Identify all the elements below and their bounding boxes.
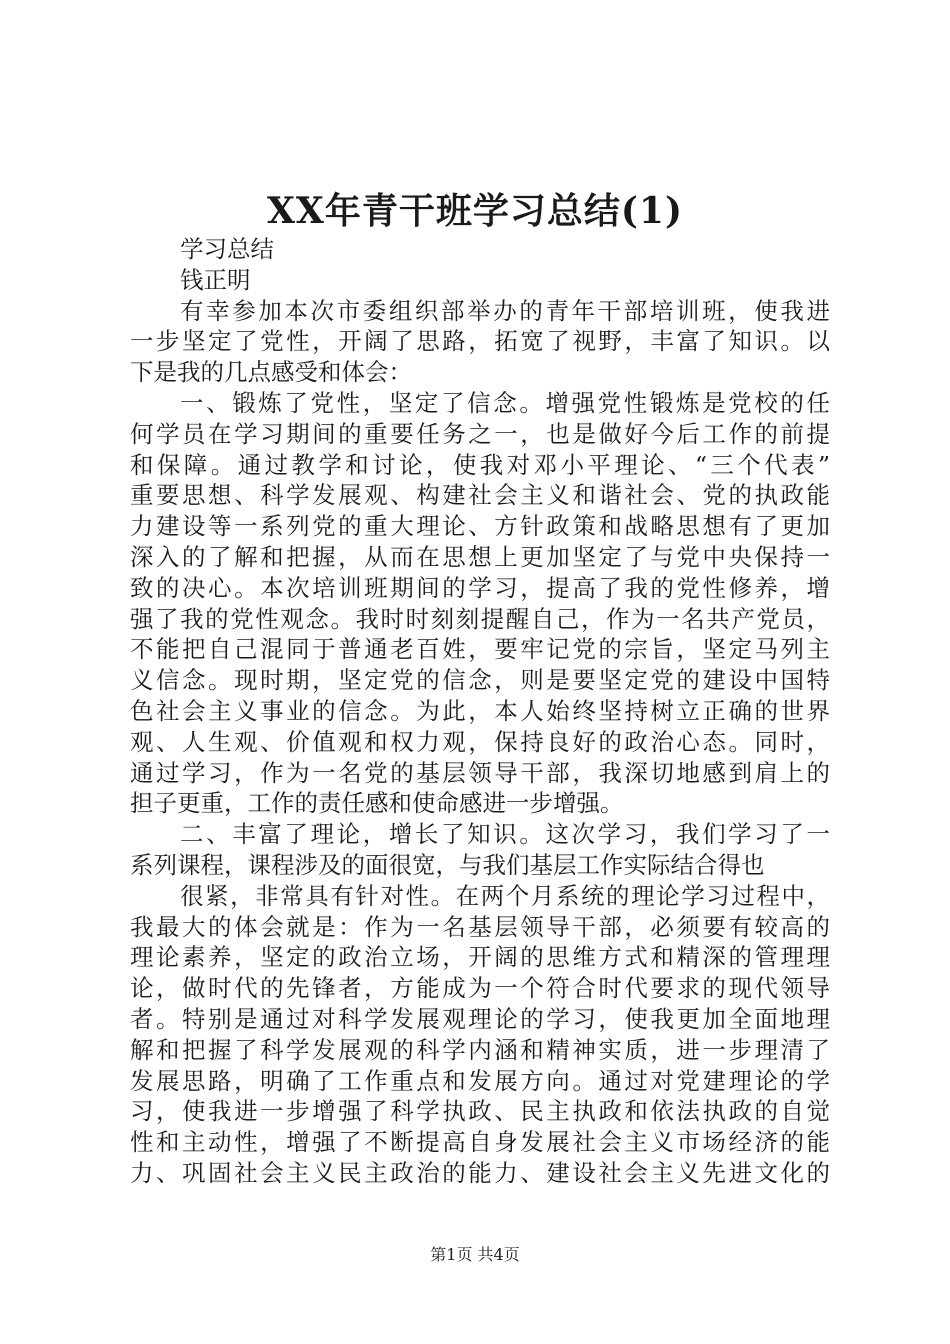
text-line: 通过学习，作为一名党的基层领导干部，我深切地感到肩上的 xyxy=(130,758,830,787)
text-line: 二、丰富了理论，增长了知识。这次学习，我们学习了一 xyxy=(180,820,830,849)
text-line: 理论素养，坚定的政治立场，开阔的思维方式和精深的管理理 xyxy=(130,943,830,972)
text-line: 论，做时代的先锋者，方能成为一个符合时代要求的现代领导 xyxy=(130,974,830,1003)
text-line: 性和主动性，增强了不断提高自身发展社会主义市场经济的能 xyxy=(130,1128,830,1157)
text-line: 一步坚定了党性，开阔了思路，拓宽了视野，丰富了知识。以 xyxy=(130,327,830,356)
document-title: XX年青干班学习总结(1) xyxy=(267,190,683,232)
text-line: 重要思想、科学发展观、构建社会主义和谐社会、党的执政能 xyxy=(130,481,830,510)
text-line: 强了我的党性观念。我时时刻刻提醒自己，作为一名共产党员， xyxy=(130,604,830,633)
text-line: 担子更重，工作的责任感和使命感进一步增强。 xyxy=(130,789,624,818)
text-line: 不能把自己混同于普通老百姓，要牢记党的宗旨，坚定马列主 xyxy=(130,635,830,664)
text-line: 解和把握了科学发展观的科学内涵和精神实质，进一步理清了 xyxy=(130,1035,830,1064)
text-line: 观、人生观、价值观和权力观，保持良好的政治心态。同时， xyxy=(130,727,830,756)
text-line: 习，使我进一步增强了科学执政、民主执政和依法执政的自觉 xyxy=(130,1097,830,1126)
text-line: 钱正明 xyxy=(180,265,251,294)
page-footer: 第1页 共4页 xyxy=(430,1245,520,1264)
document-body xyxy=(130,234,830,1189)
text-line: 力、巩固社会主义民主政治的能力、建设社会主义先进文化的 xyxy=(130,1158,830,1187)
text-line: 很紧，非常具有针对性。在两个月系统的理论学习过程中， xyxy=(180,881,830,910)
text-line: 义信念。现时期，坚定党的信念，则是要坚定党的建设中国特 xyxy=(130,666,830,695)
text-line: 学习总结 xyxy=(180,235,274,263)
text-line: 和保障。通过教学和讨论，使我对邓小平理论、“三个代表” xyxy=(130,450,830,479)
text-line: 致的决心。本次培训班期间的学习，提高了我的党性修养，增 xyxy=(130,573,830,602)
text-line: 系列课程，课程涉及的面很宽，与我们基层工作实际结合得也 xyxy=(130,850,765,879)
text-line: 下是我的几点感受和体会： xyxy=(130,358,412,387)
text-line: 色社会主义事业的信念。为此，本人始终坚持树立正确的世界 xyxy=(130,696,830,725)
text-line: 有幸参加本次市委组织部举办的青年干部培训班，使我进 xyxy=(180,296,830,325)
text-line: 我最大的体会就是：作为一名基层领导干部，必须要有较高的 xyxy=(130,912,830,941)
text-line: 一、锻炼了党性，坚定了信念。增强党性锻炼是党校的任 xyxy=(180,388,830,417)
text-line: 何学员在学习期间的重要任务之一，也是做好今后工作的前提 xyxy=(130,419,830,448)
text-line: 深入的了解和把握，从而在思想上更加坚定了与党中央保持一 xyxy=(130,542,830,571)
text-line: 力建设等一系列党的重大理论、方针政策和战略思想有了更加 xyxy=(130,512,830,541)
text-line: 者。特别是通过对科学发展观理论的学习，使我更加全面地理 xyxy=(130,1004,830,1033)
text-line: 发展思路，明确了工作重点和发展方向。通过对党建理论的学 xyxy=(130,1066,830,1095)
